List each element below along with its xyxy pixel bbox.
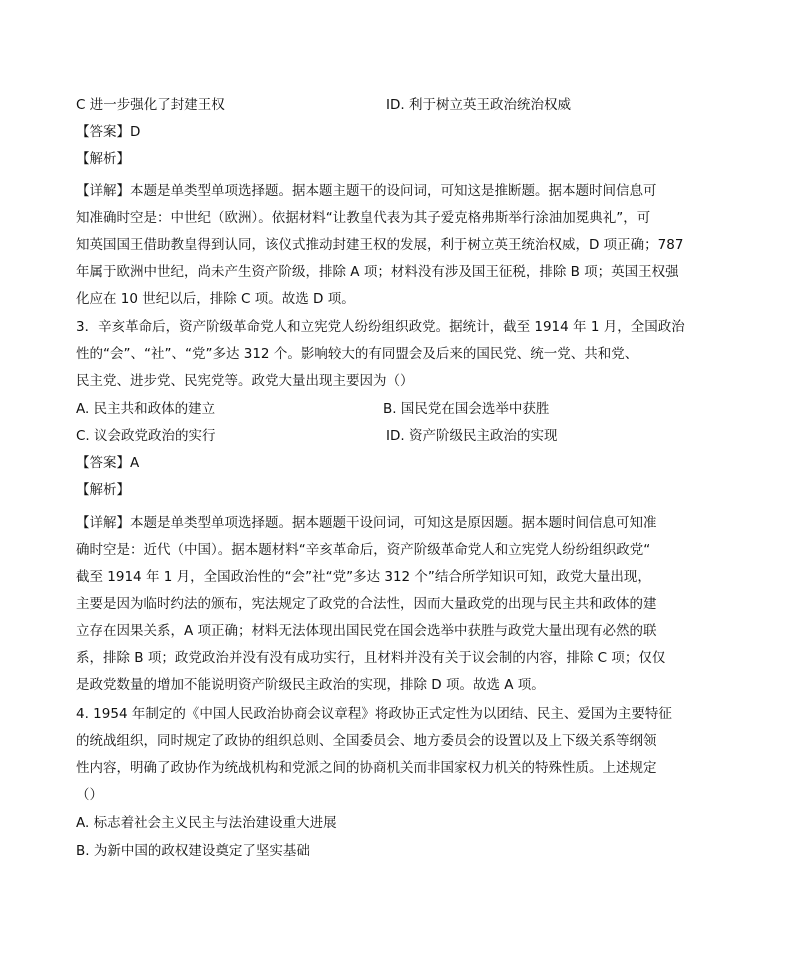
q2-option-d: ID. 利于树立英王政治统治权威 bbox=[386, 97, 571, 113]
q3-detail-line: 系，排除 B 项；政党政治并没有没有成功实行，且材料并没有关于议会制的内容，排除 C 项；仅仅 bbox=[76, 650, 666, 666]
q4-stem-line: （） bbox=[76, 787, 103, 803]
q3-option-b: B. 国民党在国会选举中获胜 bbox=[383, 401, 550, 417]
q3-option-c: C. 议会政党政治的实行 bbox=[76, 428, 216, 444]
q4-option-a: A. 标志着社会主义民主与法治建设重大进展 bbox=[76, 815, 337, 831]
q3-stem-line: 性的“会”、“社”、“党”多达 312 个。影响较大的有同盟会及后来的国民党、统一党、共和党、 bbox=[76, 346, 639, 362]
q3-answer: 【答案】A bbox=[76, 455, 140, 471]
q4-stem-line: 4. 1954 年制定的《中国人民政治协商会议章程》将政协正式定性为以团结、民主、爱国为主要特征 bbox=[76, 706, 672, 722]
q3-stem-line: 民主党、进步党、民宪党等。政党大量出现主要因为（） bbox=[76, 373, 414, 389]
q3-detail-line: 截至 1914 年 1 月，全国政治性的“会”社“党”多达 312 个”结合所学知识可知，政党大量出现， bbox=[76, 569, 651, 585]
q3-option-a: A. 民主共和政体的建立 bbox=[76, 401, 216, 417]
q3-analysis-label: 【解析】 bbox=[76, 482, 130, 498]
q4-stem-line: 的统战组织，同时规定了政协的组织总则、全国委员会、地方委员会的设置以及上下级关系等纲领 bbox=[76, 733, 657, 749]
q2-detail-line: 【详解】本题是单类型单项选择题。据本题主题干的设问词，可知这是推断题。据本题时间信息可 bbox=[76, 183, 657, 199]
q2-detail-line: 知准确时空是：中世纪（欧洲）。依据材料“让教皇代表为其子爱克格弗斯举行涂油加冕典礼”，可 bbox=[76, 210, 651, 226]
q2-detail-line: 知英国国王借助教皇得到认同，该仪式推动封建王权的发展，利于树立英王统治权威，D 项正确；787 bbox=[76, 237, 684, 253]
q3-detail-line: 【详解】本题是单类型单项选择题。据本题题干设问词，可知这是原因题。据本题时间信息可知准 bbox=[76, 515, 657, 531]
q3-detail-line: 立存在因果关系，A 项正确；材料无法体现出国民党在国会选举中获胜与政党大量出现有必然的联 bbox=[76, 623, 657, 639]
q2-detail-line: 化应在 10 世纪以后，排除 C 项。故选 D 项。 bbox=[76, 291, 355, 307]
q3-detail-line: 主要是因为临时约法的颁布，宪法规定了政党的合法性，因而大量政党的出现与民主共和政体的建 bbox=[76, 596, 657, 612]
q3-detail-line: 确时空是：近代（中国）。据本题材料“辛亥革命后，资产阶级革命党人和立宪党人纷纷组织政党“ bbox=[76, 542, 651, 558]
q3-option-d: ID. 资产阶级民主政治的实现 bbox=[386, 428, 558, 444]
q2-detail-line: 年属于欧洲中世纪，尚未产生资产阶级，排除 A 项；材料没有涉及国王征税，排除 B 项；英国王权强 bbox=[76, 264, 679, 280]
q3-stem-line: 3．辛亥革命后，资产阶级革命党人和立宪党人纷纷组织政党。据统计，截至 1914 年 1 月，全国政治 bbox=[76, 319, 685, 335]
q2-option-c: C 进一步强化了封建王权 bbox=[76, 97, 225, 113]
q2-analysis-label: 【解析】 bbox=[76, 151, 130, 167]
q3-detail-line: 是政党数量的增加不能说明资产阶级民主政治的实现，排除 D 项。故选 A 项。 bbox=[76, 677, 545, 693]
q4-option-b: B. 为新中国的政权建设奠定了坚实基础 bbox=[76, 843, 310, 859]
q2-answer: 【答案】D bbox=[76, 124, 141, 140]
q4-stem-line: 性内容，明确了政协作为统战机构和党派之间的协商机关而非国家权力机关的特殊性质。上述规定 bbox=[76, 760, 657, 776]
